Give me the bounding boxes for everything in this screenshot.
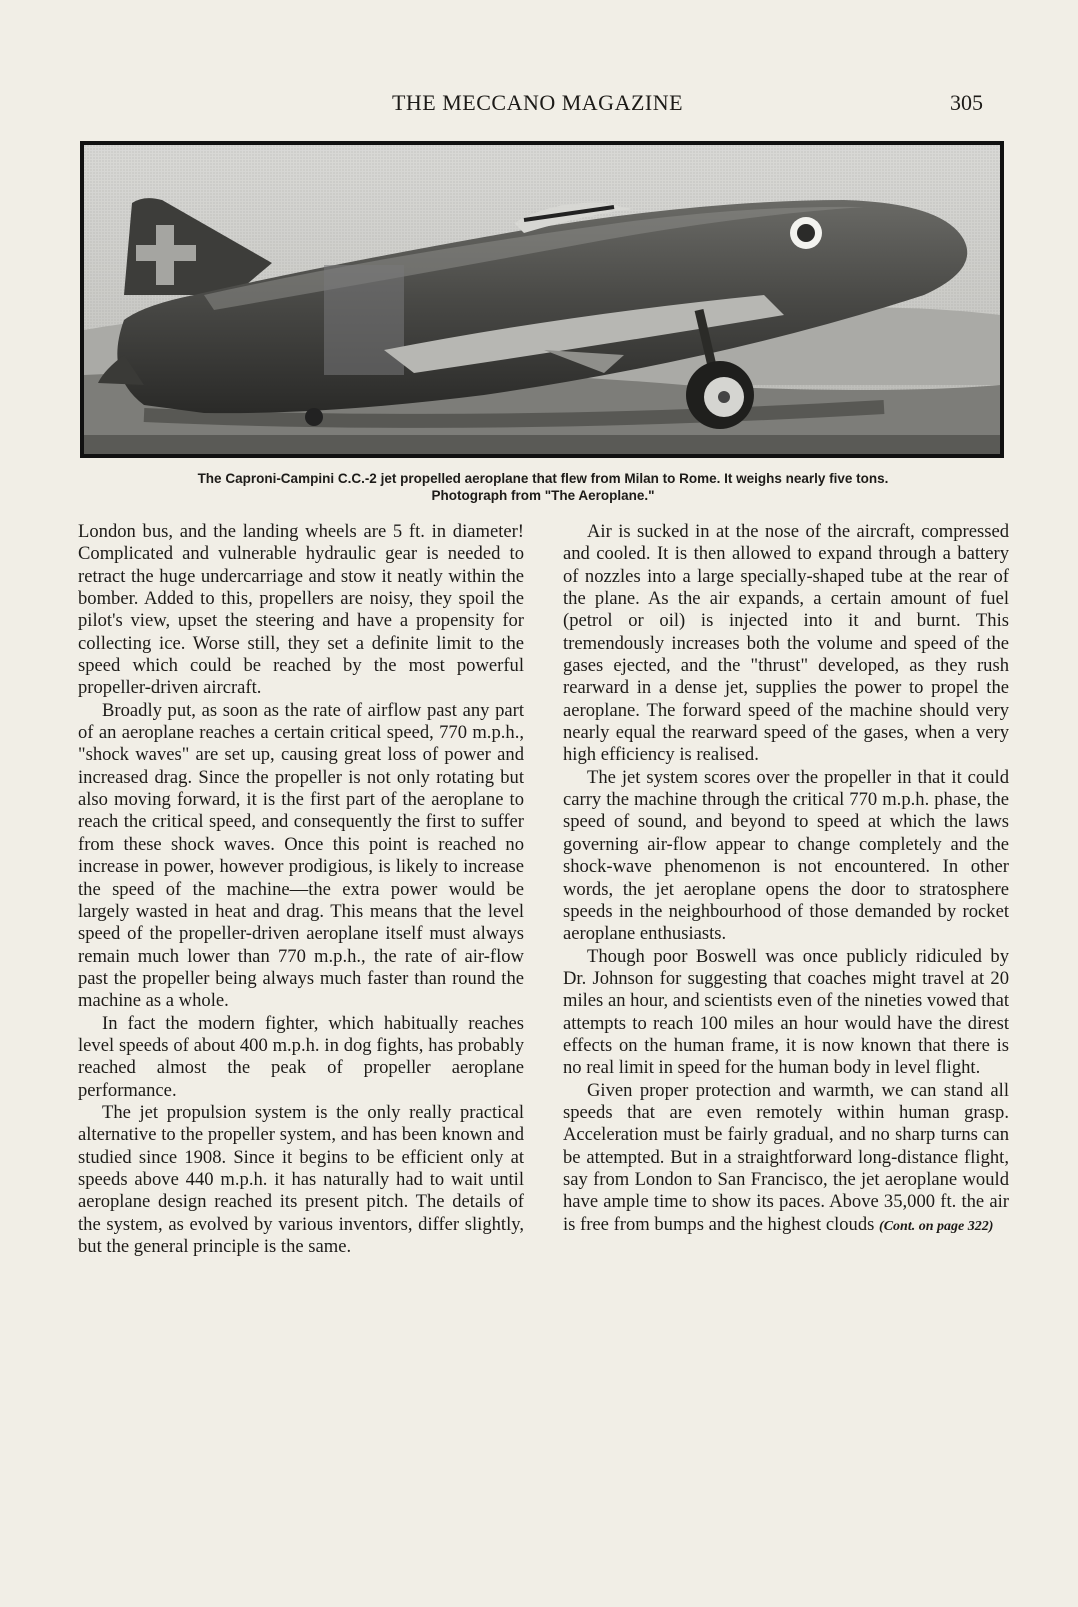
paragraph-text: Given proper protection and warmth, we can stand all speeds that are even remotely within human grasp. Acceleration must be fairly gradual, and no sharp turns can be attempted. But in a straightforward long-distance flight, say from London to San Francisco, the jet aeroplane would have ample time to show its paces. Above 35,000 ft. the air is free from bumps and the highest clouds: [563, 1079, 1009, 1235]
page-header: [80, 86, 995, 120]
aeroplane-illustration: [84, 145, 1000, 454]
caption-line-1: The Caproni-Campini C.C.-2 jet propelled aeroplane that flew from Milan to Rome. It weighs nearly five tons.: [197, 471, 889, 486]
paragraph: The jet propulsion system is the only really practical alternative to the propeller system, and has been known and studied since 1908. Since it begins to be efficient only at speeds above 440 m.p.h. it has naturally had to wait until aeroplane design reached its present pitch. The details of the system, as evolved by various inventors, differ slightly, but the general principle is the same.: [78, 1101, 524, 1257]
caption-line-2: Photograph from "The Aeroplane.": [431, 488, 655, 503]
paragraph: London bus, and the landing wheels are 5 ft. in diameter! Complicated and vulnerable hydraulic gear is needed to retract the huge undercarriage and stow it neatly within the bomber. Added to this, propellers are noisy, they spoil the pilot's view, upset the steering and have a propensity for collecting ice. Worse still, they set a definite limit to the speed which could be reached by the most powerful propeller-driven aircraft.: [78, 521, 524, 699]
paragraph: [563, 1080, 1009, 1238]
paragraph: Air is sucked in at the nose of the aircraft, compressed and cooled. It is then allowed to expand through a battery of nozzles into a large specially-shaped tube at the rear of the plane. As the air expands, a certain amount of fuel (petrol or oil) is injected into it and burnt. This tremendously increases both the volume and speed of the gases ejected, and the "thrust" developed, as they rush rearward in a dense jet, supplies the power to propel the aeroplane. The forward speed of the machine should very nearly equal the rearward speed of the gases, when a very high efficiency is realised.: [563, 521, 1009, 766]
paragraph: Broadly put, as soon as the rate of airflow past any part of an aeroplane reaches a certain critical speed, 770 m.p.h., "shock waves" are set up, causing great loss of power and increased drag. Since the propeller is not only rotating but also moving forward, it is the first part of the aeroplane to reach the critical speed, and consequently the first to suffer from these shock waves. Once this point is reached no increase in power, however prodigious, is likely to increase the speed of the machine—the extra power would be largely wasted in heat and drag. This means that the level speed of the propeller-driven aeroplane itself must always remain much lower than 770 m.p.h., the rate of air-flow past the propeller being always much faster than round the machine as a whole.: [78, 699, 524, 1012]
photo-caption: [78, 470, 1008, 504]
right-column: [563, 521, 1009, 1238]
aeroplane-photo: [80, 141, 1004, 458]
masthead: THE MECCANO MAGAZINE: [391, 90, 684, 115]
paragraph: Though poor Boswell was once publicly ridiculed by Dr. Johnson for suggesting that coaches might travel at 20 miles an hour, and scientists even of the nineties vowed that attempts to reach 100 miles an hour would have the direst effects on the human frame, it is now known that there is no real limit in speed for the human body in level flight.: [563, 945, 1009, 1079]
continued-note: (Cont. on page 322): [879, 1218, 994, 1234]
page-number: 305: [950, 90, 983, 115]
left-column: [78, 521, 524, 1258]
paragraph: In fact the modern fighter, which habitually reaches level speeds of about 400 m.p.h. in dog fights, has probably reached almost the peak of propeller aeroplane performance.: [78, 1012, 524, 1101]
paragraph: The jet system scores over the propeller in that it could carry the machine through the critical 770 m.p.h. phase, the speed of sound, and beyond to speed at which the laws governing air-flow appear to change completely and the shock-wave phenomenon is not encountered. In other words, the jet aeroplane opens the door to stratosphere speeds in the neighbourhood of those demanded by rocket aeroplane enthusiasts.: [563, 766, 1009, 945]
